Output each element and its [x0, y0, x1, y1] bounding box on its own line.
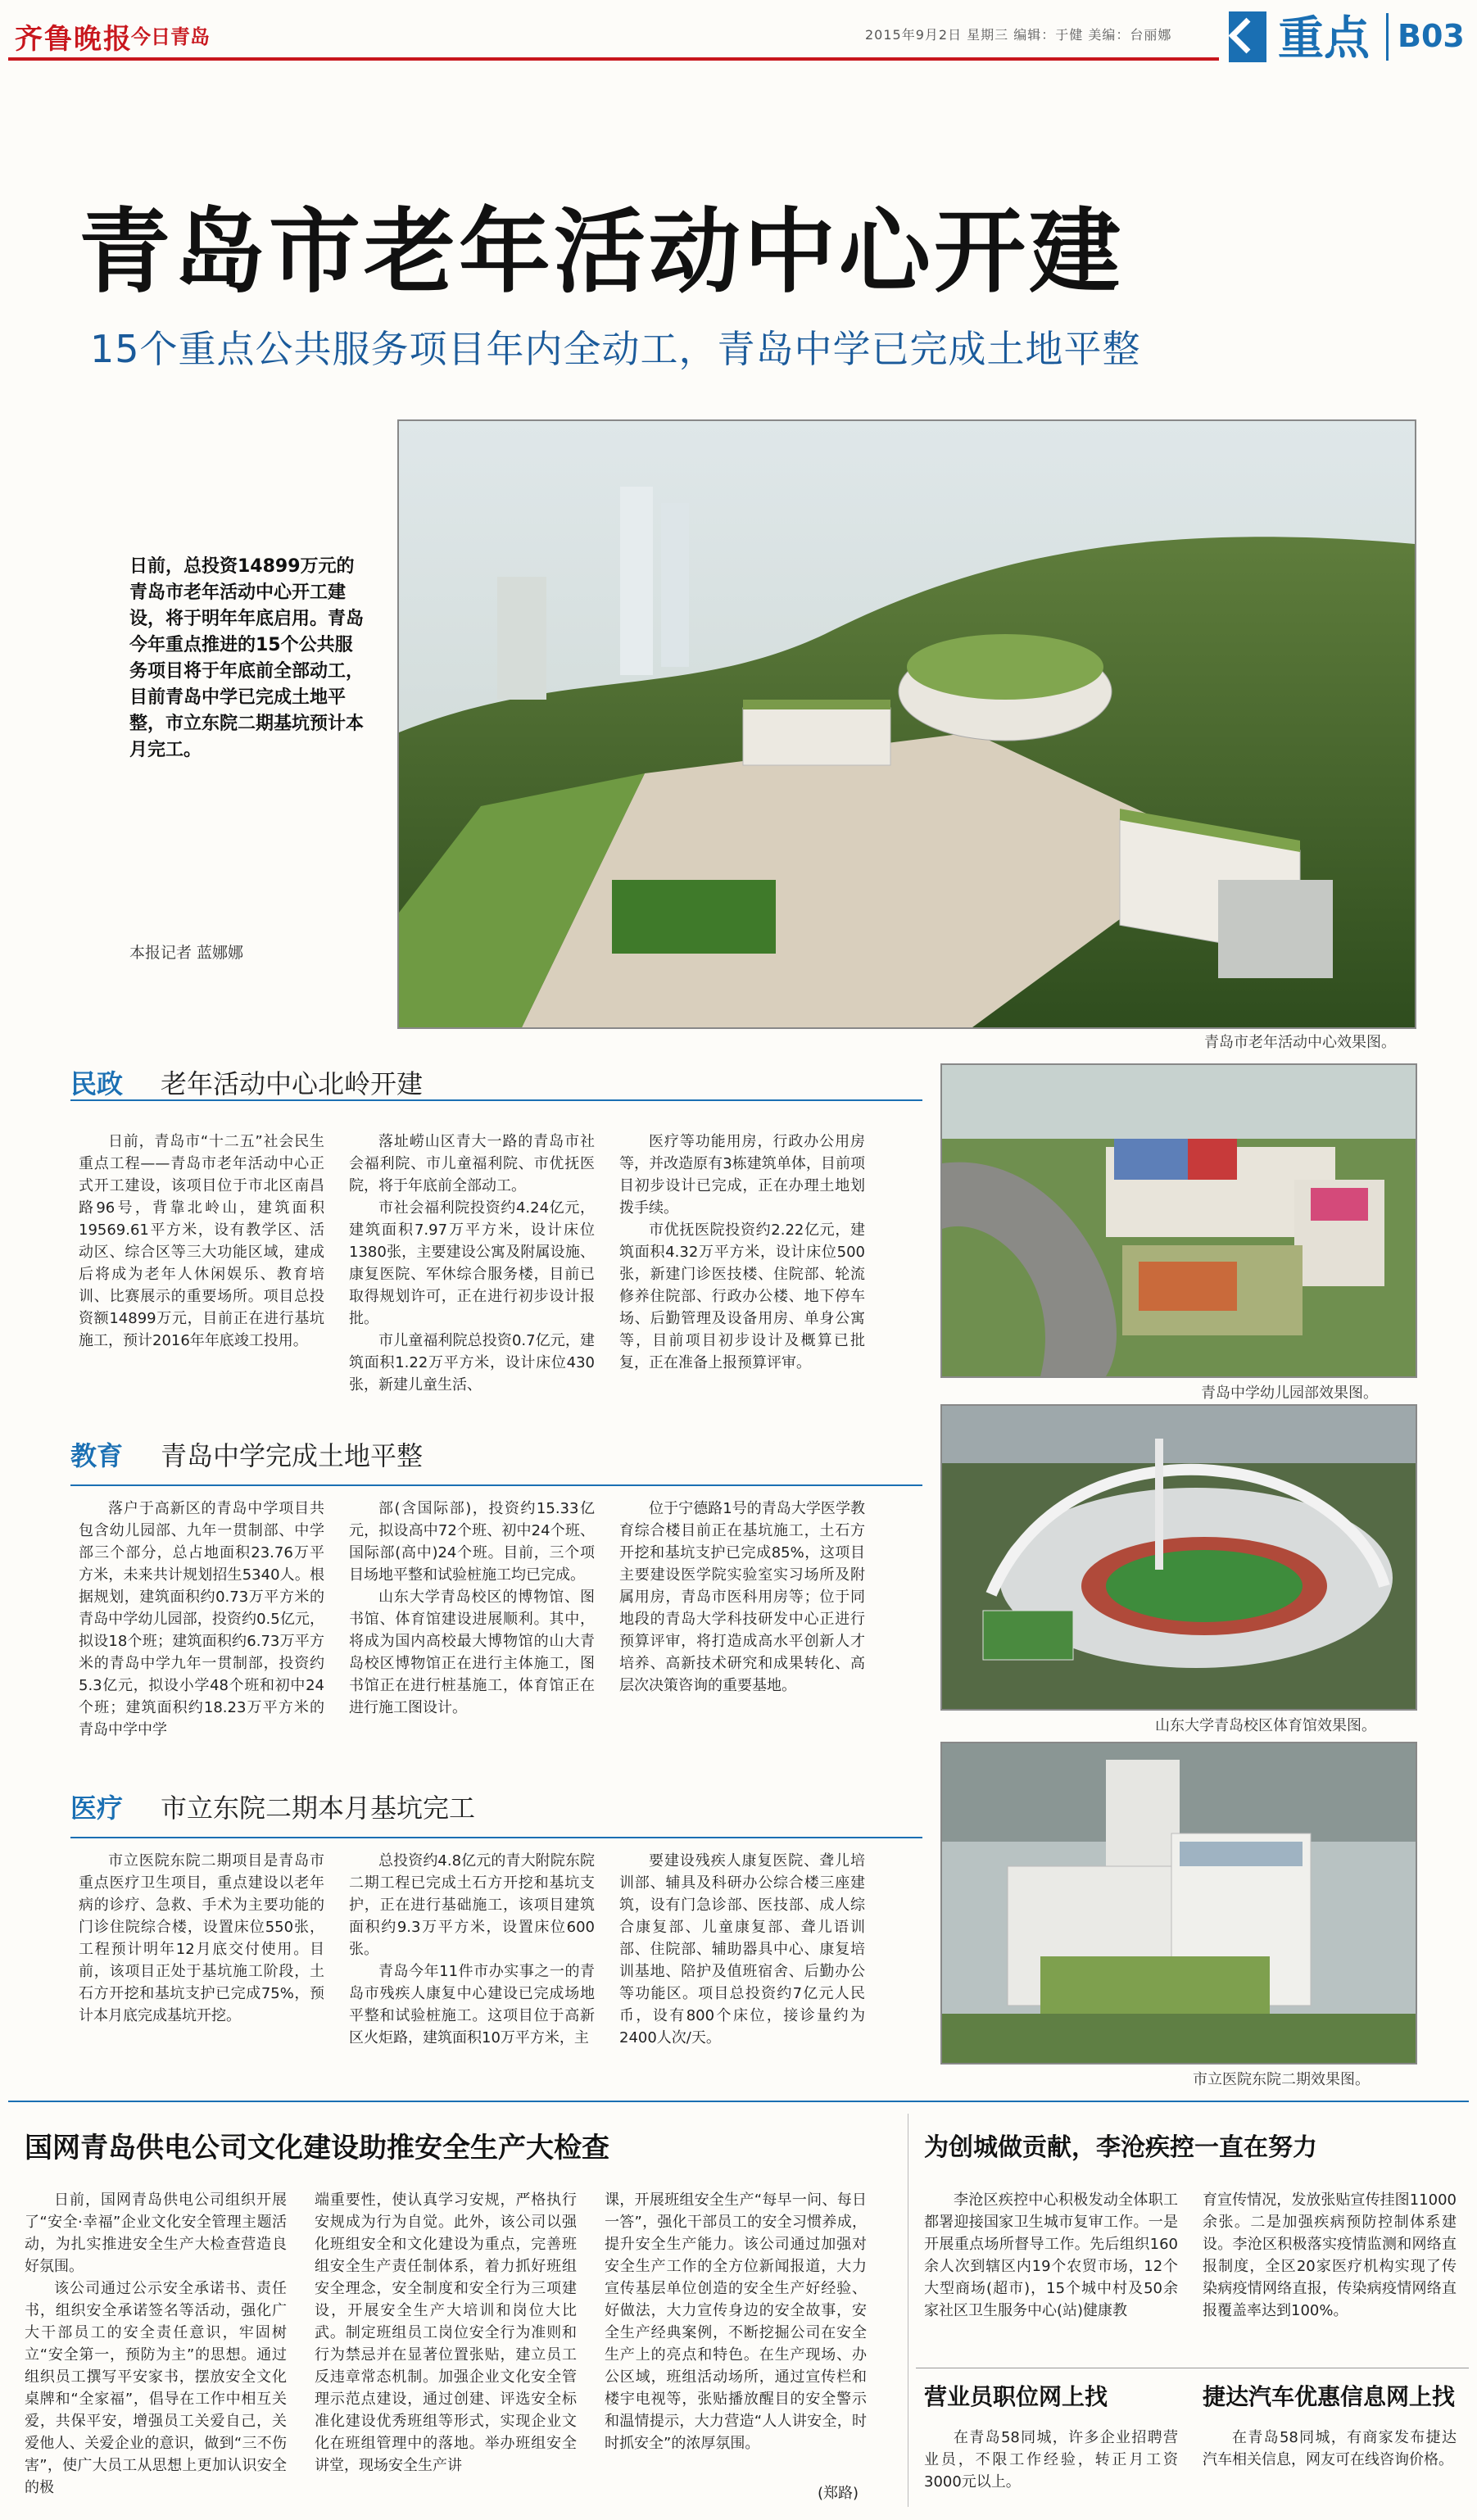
minzheng-col-1: [79, 1131, 324, 1352]
paragraph: 位于宁德路1号的青岛大学医学教育综合楼目前正在基坑施工，土石方开挖和基坑支护已完成85%，这项目主要建设医学院实验室实习场所及附属用房，青岛市医科用房等；位于同地段的青岛大学科技研发中心正进行预算评审，将打造成高水平创新人才培养、高新技术研究和成果转化、高层次决策咨询的重要基地。: [619, 1500, 865, 1694]
page-number: B03: [1398, 18, 1465, 54]
kindergarten-photo: [940, 1063, 1417, 1378]
hospital-rendering: [942, 1743, 1416, 2063]
masthead-section: 今日青岛: [131, 25, 210, 48]
section-rule-yiliao: [70, 1837, 922, 1838]
kindergarten-rendering: [942, 1065, 1416, 1376]
paragraph: 育宣传情况，发放张贴宣传挂图11000余张。二是加强疾病预防控制体系建设。李沧区积极落实疫情监测和网络直报制度，全区20家医疗机构实现了传染病疫情网络直报，传染病疫情网络直报覆盖率达到100%。: [1203, 2191, 1457, 2319]
section-tag-icon: [1229, 11, 1266, 62]
section-tag: 重点: [1278, 12, 1370, 66]
section-label-yiliao: 医疗: [70, 1793, 124, 1824]
grid-signoff: (郑路): [818, 2485, 859, 2502]
stadium-caption: 山东大学青岛校区体育馆效果图。: [1155, 1717, 1376, 1734]
paragraph: 在青岛58同城，有商家发布捷达汽车相关信息，网友可在线咨询价格。: [1203, 2429, 1457, 2468]
paragraph: 落户于高新区的青岛中学项目共包含幼儿园部、九年一贯制部、中学部三个部分，总占地面积23.76万平方米，未来共计规划招生5340人。根据规划，建筑面积约0.73万平方米的青岛中学幼儿园部，投资约0.5亿元，拟设18个班；建筑面积约6.73万平方米的青岛中学九年一贯制部，投资约5.3亿元，拟设小学48个班和初中24个班；建筑面积约18.23万平方米的青岛中学中学: [79, 1500, 324, 1738]
section-label-jiaoyu: 教育: [70, 1440, 124, 1471]
bottom-band-rule: [8, 2101, 1469, 2102]
grid-col-2: [315, 2189, 577, 2477]
hospital-photo: [940, 1742, 1417, 2064]
paragraph: 该公司通过公示安全承诺书、责任书，组织安全承诺签名等活动，强化广大干部员工的安全责任意识，牢固树立“安全第一，预防为主”的思想。通过组织员工撰写平安家书，摆放安全文化桌牌和“全家福”，倡导在工作中相互关爱，共保平安，增强员工关爱自己，关爱他人、关爱企业的意识，做到“三不伤害”，使广大员工从思想上更加认识安全的极: [25, 2280, 287, 2496]
paragraph: 端重要性，使认真学习安规，严格执行安规成为行为自觉。此外，该公司以强化班组安全和文化建设为重点，完善班组安全生产责任制体系，着力抓好班组安全理念，安全制度和安全行为三项建设，开展安全生产大培训和岗位大比武。制定班组员工岗位安全行为准则和行为禁忌并在显著位置张贴，建立员工反违章常态机制。加强企业文化安全管理示范点建设，通过创建、评选安全标准化建设优秀班组等形式，实现企业文化在班组管理中的落地。举办班组安全讲堂，现场安全生产讲: [315, 2191, 577, 2474]
car-ad-text: [1203, 2427, 1457, 2471]
paragraph: 总投资约4.8亿元的青大附院东院二期工程已完成土石方开挖和基坑支护，正在进行基础施工，该项目建筑面积约9.3万平方米，设置床位600张。: [349, 1852, 595, 1958]
jiaoyu-col-2: [349, 1498, 595, 1719]
grid-col-1: [25, 2189, 287, 2499]
paragraph: 在青岛58同城，许多企业招聘营业员，不限工作经验，转正月工资3000元以上。: [924, 2429, 1178, 2491]
activity-center-rendering: [399, 421, 1415, 1027]
paragraph: 日前，国网青岛供电公司组织开展了“安全·幸福”企业文化安全管理主题活动，为扎实推进安全生产大检查营造良好氛围。: [25, 2191, 287, 2275]
section-title-jiaoyu: 青岛中学完成土地平整: [161, 1440, 424, 1471]
subheadline: 15个重点公共服务项目年内全动工，青岛中学已完成土地平整: [90, 327, 1141, 371]
tag-divider: [1386, 13, 1389, 61]
minzheng-col-2: [349, 1131, 595, 1396]
stadium-photo: [940, 1404, 1417, 1711]
paragraph: 市优抚医院投资约2.22亿元，建筑面积4.32万平方米，设计床位500张，新建门诊医技楼、住院部、轮流修养住院部、行政办公楼、地下停车场、后勤管理及设备用房、单身公寓等，目前项目初步设计及概算已批复，正在准备上报预算评审。: [619, 1221, 865, 1371]
paragraph: 市儿童福利院总投资0.7亿元，建筑面积1.22万平方米，设计床位430张，新建儿童生活、: [349, 1332, 595, 1394]
jibing-col-1: [924, 2189, 1178, 2322]
grid-col-3: [605, 2189, 867, 2454]
byline: 本报记者 蓝娜娜: [129, 944, 244, 962]
job-ad-text: [924, 2427, 1178, 2493]
section-title-minzheng: 老年活动中心北岭开建: [161, 1068, 424, 1099]
car-ad-title: 捷达汽车优惠信息网上找: [1203, 2383, 1456, 2410]
kindergarten-caption: 青岛中学幼儿园部效果图。: [1201, 1385, 1378, 1402]
main-photo: [397, 419, 1416, 1029]
paragraph: 课，开展班组安全生产“每早一问、每日一答”，强化干部员工的安全习惯养成，提升安全生产能力。该公司通过加强对安全生产工作的全方位新闻报道，大力宣传基层单位创造的安全生产好经验、好做法，大力宣传身边的安全故事，安全生产经典案例，不断挖掘公司在安全生产上的亮点和特色。在生产现场、办公区域，班组活动场所，通过宣传栏和楼宇电视等，张贴播放醒目的安全警示和温情提示，大力营造“人人讲安全，时时抓安全”的浓厚氛围。: [605, 2191, 867, 2452]
jiaoyu-col-3: [619, 1498, 865, 1697]
main-photo-caption: 青岛市老年活动中心效果图。: [1204, 1034, 1396, 1051]
paragraph: 落址崂山区青大一路的青岛市社会福利院、市儿童福利院、市优抚医院，将于年底前全部动工。: [349, 1133, 595, 1194]
paragraph: 市立医院东院二期项目是青岛市重点医疗卫生项目，重点建设以老年病的诊疗、急救、手术为主要功能的门诊住院综合楼，设置床位550张，工程预计明年12月底交付使用。目前，该项目正处于基坑施工阶段，土石方开挖和基坑支护已完成75%，预计本月底完成基坑开挖。: [79, 1852, 324, 2024]
hospital-caption: 市立医院东院二期效果图。: [1193, 2071, 1370, 2088]
headline: 青岛市老年活动中心开建: [79, 199, 1124, 306]
newspaper-logo: 齐鲁晚报: [15, 23, 133, 56]
paragraph: 要建设残疾人康复医院、聋儿培训部、辅具及科研办公综合楼三座建筑，设有门急诊部、医技部、成人综合康复部、儿童康复部、聋儿语训部、住院部、辅助器具中心、康复培训基地、陪护及值班宿舍、后勤办公等功能区。项目总投资约7亿元人民币，设有800个床位，接诊量约为2400人次/天。: [619, 1852, 865, 2046]
yiliao-col-2: [349, 1850, 595, 2049]
paragraph: 青岛今年11件市办实事之一的青岛市残疾人康复中心建设已完成场地平整和试验桩施工。这项目位于高新区火炬路，建筑面积10万平方米，主: [349, 1963, 595, 2046]
jiaoyu-col-1: [79, 1498, 324, 1741]
jibing-col-2: [1203, 2189, 1457, 2322]
paragraph: 日前，青岛市“十二五”社会民生重点工程——青岛市老年活动中心正式开工建设，该项目位于市北区南昌路96号，背靠北岭山，建筑面积19569.61平方米，设有教学区、活动区、综合区等三大功能区域，建成后将成为老年人休闲娱乐、教育培训、比赛展示的重要场所。项目总投资额14899万元，目前正在进行基坑施工，预计2016年年底竣工投用。: [79, 1133, 324, 1349]
section-rule-jiaoyu: [70, 1484, 922, 1486]
paragraph: 部(含国际部)，投资约15.33亿元，拟设高中72个班、初中24个班、国际部(高中)24个班。目前，三个项目场地平整和试验桩施工均已完成。: [349, 1500, 595, 1584]
paragraph: 李沧区疾控中心积极发动全体职工都署迎接国家卫生城市复审工作。一是开展重点场所督导工作。先后组织160余人次到辖区内19个农贸市场，12个大型商场(超市)，15个城中村及50余家社区卫生服务中心(站)健康教: [924, 2191, 1178, 2319]
section-label-minzheng: 民政: [70, 1068, 124, 1099]
paragraph: 市社会福利院投资约4.24亿元，建筑面积7.97万平方米，设计床位1380张，主要建设公寓及附属设施、康复医院、军休综合服务楼，目前已取得规划许可，正在进行初步设计报批。: [349, 1199, 595, 1327]
stadium-rendering: [942, 1406, 1416, 1709]
job-ad-title: 营业员职位网上找: [924, 2383, 1108, 2410]
yiliao-col-1: [79, 1850, 324, 2027]
minzheng-col-3: [619, 1131, 865, 1374]
grid-article-title: 国网青岛供电公司文化建设助推安全生产大检查: [25, 2132, 609, 2164]
masthead-rule: [8, 57, 1219, 61]
section-title-yiliao: 市立东院二期本月基坑完工: [161, 1793, 476, 1824]
lead-paragraph: 日前，总投资14899万元的青岛市老年活动中心开工建设，将于明年年底启用。青岛今年重点推进的15个公共服务项目将于年底前全部动工，目前青岛中学已完成土地平整，市立东院二期基坑预计本月完工。: [129, 556, 365, 760]
jibing-article-title: 为创城做贡献，李沧疾控一直在努力: [924, 2133, 1317, 2162]
paragraph: 医疗等功能用房，行政办公用房等，并改造原有3栋建筑单体，目前项目初步设计已完成，正在办理土地划拨手续。: [619, 1133, 865, 1217]
yiliao-col-3: [619, 1850, 865, 2049]
paragraph: 山东大学青岛校区的博物馆、图书馆、体育馆建设进展顺利。其中，将成为国内高校最大博物馆的山大青岛校区博物馆正在进行主体施工，图书馆正在进行桩基施工，体育馆正在进行施工图设计。: [349, 1589, 595, 1716]
date-line: 2015年9月2日 星期三 编辑：于健 美编：台丽娜: [865, 27, 1172, 43]
